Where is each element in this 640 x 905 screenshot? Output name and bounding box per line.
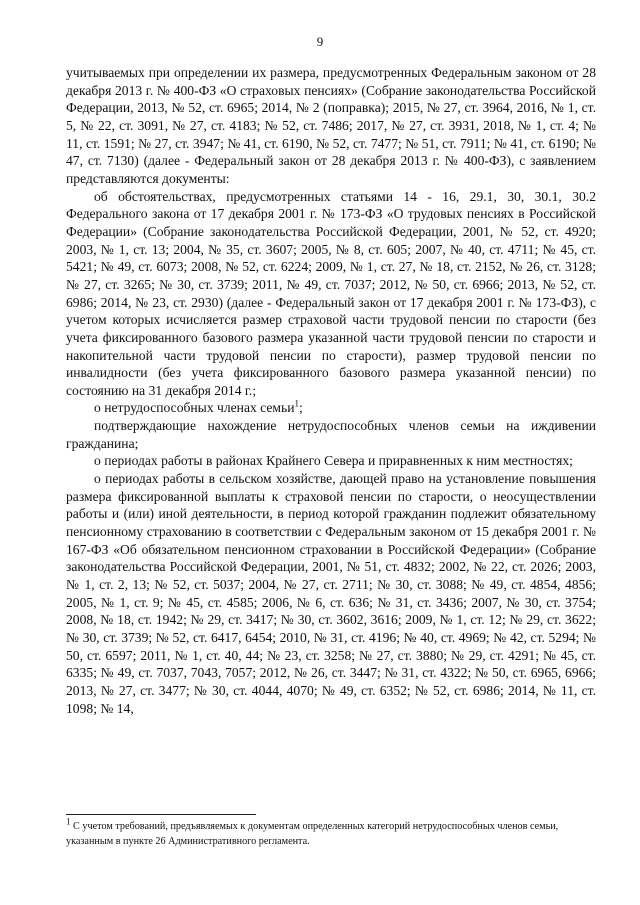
paragraph: подтверждающие нахождение нетрудоспособных членов семьи на иждивении гражданина; [66,418,596,451]
paragraph: учитываемых при определении их размера, предусмотренных Федеральным законом от 28 декабря 2013 г. № 400-ФЗ «О страховых пенсиях» (Собрание законодательства Российской Федерации, 2013, № 52, ст. 6965; 2014, № 2 (поправка); 2015, № 27, ст. 3964, 2016, № 1, ст. 5, № 22, ст. 3091, № 27, ст. 4183; № 52, ст. 7486; 2017, № 27, ст. 3931, 2018, № 1, ст. 4; № 11, ст. 1591; № 27, ст. 3947; № 41, ст. 6190, № 52, ст. 7477; № 51, ст. 7911; № 41, ст. 6190; № 47, ст. 7130) (далее - Федеральный закон от 28 декабря 2013 г. № 400-ФЗ), с заявлением представляются документы: [66,65,596,186]
footnote-reference: 1 [294,398,299,409]
paragraph-text: о нетрудоспособных членах семьи [94,400,295,416]
paragraph: о периодах работы в сельском хозяйстве, дающей право на установление повышения размера фиксированной выплаты к страховой пенсии по старости, о неосуществлении работы и (или) иной деятельности, в период которой гражданин подлежит обязательному пенсионному страхованию в соответствии с Федеральным законом от 15 декабря 2001 г. № 167-ФЗ «Об обязательном пенсионном страховании в Российской Федерации» (Собрание законодательства Российской Федерации, 2001, № 51, ст. 4832; 2002, № 22, ст. 2026; 2003, № 1, ст. 2, 13; № 52, ст. 5037; 2004, № 27, ст. 2711; № 30, ст. 3088; № 49, ст. 4854, 4856; 2005, № 1, ст. 9; № 45, ст. 4585; 2006, № 6, ст. 636; № 31, ст. 3436; 2007, № 30, ст. 3754; 2008, № 18, ст. 1942; № 29, ст. 3417; № 30, ст. 3602, 3616; 2009, № 1, ст. 12; № 29, ст. 3622; № 30, ст. 3739; № 52, ст. 6417, 6454; 2010, № 31, ст. 4196; № 40, ст. 4969; № 42, ст. 5294; № 50, ст. 6597; 2011, № 1, ст. 40, 44; № 23, ст. 3258; № 27, ст. 3880; № 29, ст. 4291; № 45, ст. 6335; № 49, ст. 7037, 7043, 7057; 2012, № 26, ст. 3447; № 31, ст. 4322; № 50, ст. 6965, 6966; 2013, № 27, ст. 3477; № 30, ст. 4044, 4070; № 49, ст. 6352; № 52, ст. 6986; 2014, № 11, ст. 1098; № 14, [66,471,596,716]
footnote-text: С учетом требований, предъявляемых к документам определенных категорий нетрудоспособных членов семьи, указанным в пункте 26 Административного регламента. [66,821,559,847]
footnote [66,816,596,849]
paragraph [66,399,596,417]
paragraph-tail: ; [298,400,303,416]
document-body [66,64,596,717]
footnote-marker: 1 [66,816,71,827]
paragraph: о периодах работы в районах Крайнего Севера и приравненных к ним местностях; [94,453,573,469]
paragraph: об обстоятельствах, предусмотренных статьями 14 - 16, 29.1, 30, 30.1, 30.2 Федерального закона от 17 декабря 2001 г. № 173-ФЗ «О трудовых пенсиях в Российской Федерации» (Собрание законодательства Российской Федерации, 2001, № 52, ст. 4920; 2003, № 1, ст. 13; 2004, № 35, ст. 3607; 2005, № 8, ст. 605; 2007, № 40, ст. 4711; № 45, ст. 5421; № 49, ст. 6073; 2008, № 52, ст. 6224; 2009, № 1, ст. 27, № 18, ст. 2152, № 26, ст. 3128; № 27, ст. 3265; № 30, ст. 3739; 2011, № 49, ст. 7037; 2012, № 50, ст. 6966; 2013, № 52, ст. 6986; 2014, № 23, ст. 2930) (далее - Федеральный закон от 17 декабря 2001 г. № 173-ФЗ), с учетом которых исчисляется размер страховой части трудовой пенсии по старости (без учета фиксированного базового размера указанной части трудовой пенсии по старости и накопительной части трудовой пенсии по старости), размер трудовой пенсии по инвалидности (без учета фиксированного базового размера указанной пенсии) по состоянию на 31 декабря 2014 г.; [66,188,596,398]
footnote-divider [66,814,256,815]
page-number: 9 [316,34,324,49]
